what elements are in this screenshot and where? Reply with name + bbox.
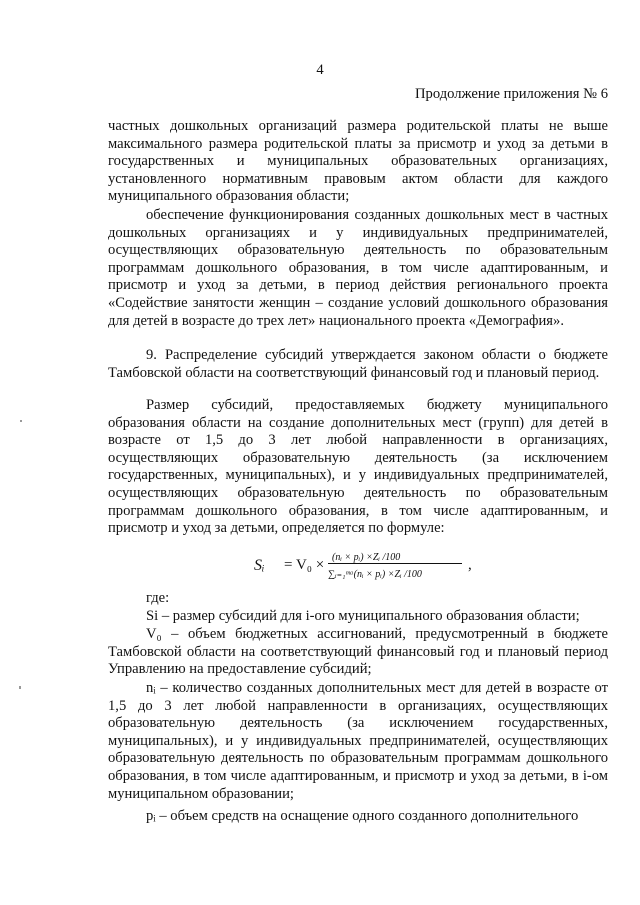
paragraph-3 <box>108 347 608 382</box>
definition-si <box>108 608 608 626</box>
formula-lhs: Sᵢ <box>254 557 265 574</box>
where-line <box>108 590 608 608</box>
subsidy-formula <box>254 545 614 585</box>
paragraph-2 <box>108 207 608 330</box>
formula-multiplier: = V₀ × <box>284 557 325 573</box>
scan-mark <box>19 686 21 689</box>
paragraph-text: Размер субсидий, предоставляемых бюджету муниципального образования области на создание дополнительных мест (групп) для детей в возрасте от 1,5 до 3 лет любой направленности в организациях, осуществляющих образовательную деятельность (за исключением государственных, муниципальных), и у индивидуальных предпринимателей, осуществляющих образовательную деятельность по образовательным программам дошкольного образования, в том числе адаптированным, и присмотр и уход за детьми, определяется по формуле: <box>108 397 608 537</box>
paragraph-1 <box>108 118 608 206</box>
definition-text: Si – размер субсидий для i-ого муниципального образования области; <box>146 608 580 624</box>
definition-text: V₀ – объем бюджетных ассигнований, предусмотренный в бюджете Тамбовской области на соответствующий финансовый год и плановый период Управлению на предоставление субсидий; <box>108 626 608 678</box>
appendix-header: Продолжение приложения № 6 <box>415 86 608 102</box>
formula-denominator: ∑ᵢ₌₁ᵐᵃ(nᵢ × pᵢ) ×Zᵢ /100 <box>328 569 422 580</box>
scan-mark <box>20 420 22 422</box>
formula-numerator: (nᵢ × pᵢ) ×Zᵢ /100 <box>332 552 401 563</box>
paragraph-text: 9. Распределение субсидий утверждается законом области о бюджете Тамбовской области на соответствующий финансовый год и плановый период. <box>108 347 608 381</box>
page-number: 4 <box>316 62 324 78</box>
definition-text: pᵢ – объем средств на оснащение одного созданного дополнительного <box>146 808 579 824</box>
where-label: где: <box>146 590 170 606</box>
definition-ni <box>108 680 608 803</box>
paragraph-text: обеспечение функционирования созданных дошкольных мест в частных дошкольных организациях и у индивидуальных предпринимателей, осуществляющих образовательную деятельность по образовательным программам дошкольного образования, в том числе адаптированным, и присмотр и уход за детьми, в период действия регионального проекта «Содействие занятости женщин – создание условий дошкольного образования для детей в возрасте до трех лет» национального проекта «Демография». <box>108 207 608 329</box>
definition-text: nᵢ – количество созданных дополнительных мест для детей в возрасте от 1,5 до 3 лет любой направленности в организациях, осуществляющих образовательную деятельность (за исключением государственных, муниципальных), и у индивидуальных предпринимателей, осуществляющих образовательную деятельность по образовательным программам дошкольного образования, в том числе адаптированным, и присмотр и уход за детьми, в i-ом муниципальном образовании; <box>108 680 608 802</box>
definition-pi <box>108 808 608 826</box>
paragraph-text: частных дошкольных организаций размера родительской платы не выше максимального размера родительской платы за присмотр и уход за детьми в государственных и муниципальных образовательных организациях, установленного нормативным правовым актом области для каждого муниципального образования области; <box>108 118 608 205</box>
fraction-bar <box>328 563 462 564</box>
formula-comma: , <box>468 557 472 573</box>
definition-v0 <box>108 626 608 679</box>
paragraph-4 <box>108 397 608 538</box>
